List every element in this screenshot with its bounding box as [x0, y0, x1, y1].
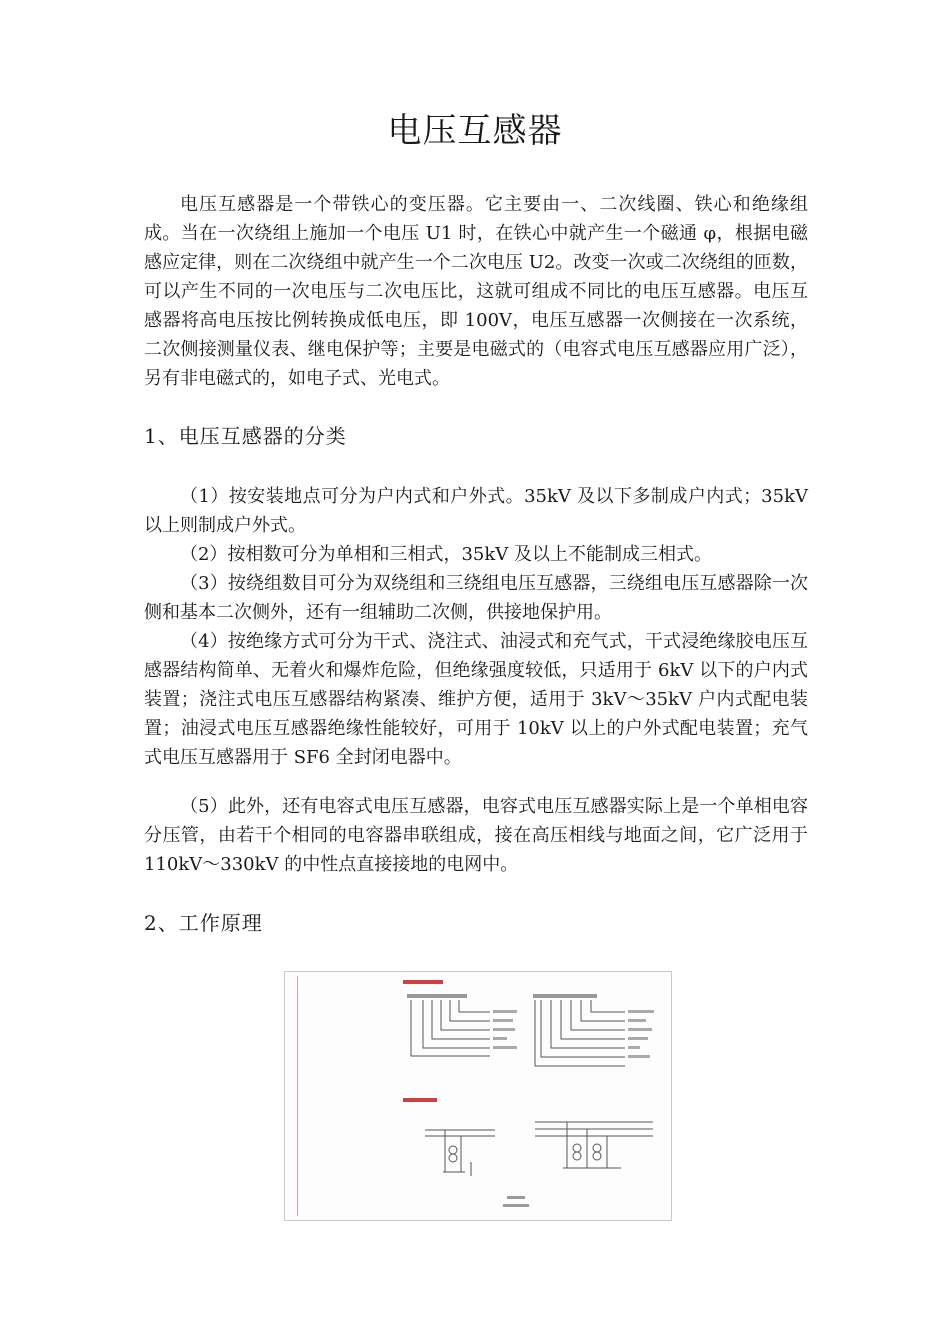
classification-item: （3）按绕组数目可分为双绕组和三绕组电压互感器，三绕组电压互感器除一次侧和基本二次侧外，还有一组辅助二次侧，供接地保护用。	[144, 573, 808, 623]
wiring-diagram-left	[425, 1130, 495, 1176]
intro-paragraph-block	[144, 190, 808, 393]
page-title: 电压互感器	[387, 111, 563, 151]
wiring-diagram-right	[535, 1122, 653, 1168]
figure-diagram	[285, 972, 673, 1222]
classification-list	[144, 482, 808, 772]
classification-item-5-block	[144, 792, 808, 879]
intro-paragraph: 电压互感器是一个带铁心的变压器。它主要由一、二次线圈、铁心和绝缘组成。当在一次绕组上施加一个电压 U1 时，在铁心中就产生一个磁通 φ，根据电磁感应定律，则在二次绕组中就产生一个二次电压 U2。改变一次或二次绕组的匝数，可以产生不同的一次电压与二次电压比，这就可组成不同比的电压互感器。电压互感器将高电压按比例转换成低电压，即 100V，电压互感器一次侧接在一次系统，二次侧接测量仪表、继电保护等；主要是电磁式的（电容式电压互感器应用广泛），另有非电磁式的，如电子式、光电式。	[144, 194, 808, 389]
figure-caption	[503, 1196, 529, 1207]
section-heading-classification: 1、电压互感器的分类	[144, 424, 347, 448]
model-code-labels-right	[628, 1010, 654, 1058]
classification-item: （1）按安装地点可分为户内式和户外式。35kV 及以下多制成户内式；35kV 以上则制成户外式。	[144, 486, 808, 536]
classification-item: （4）按绝缘方式可分为干式、浇注式、油浸式和充气式，干式浸绝缘胶电压互感器结构简单、无着火和爆炸危险，但绝缘强度较低，只适用于 6kV 以下的户内式装置；浇注式电压互感器结构紧凑、维护方便，适用于 3kV～35kV 户内式配电装置；油浸式电压互感器绝缘性能较好，可用于 10kV 以上的户外式配电装置；充气式电压互感器用于 SF6 全封闭电器中。	[144, 631, 808, 768]
figure-section-header-bar	[403, 980, 443, 984]
classification-item: （5）此外，还有电容式电压互感器，电容式电压互感器实际上是一个单相电容分压管，由若干个相同的电容器串联组成，接在高压相线与地面之间，它广泛用于 110kV～330kV 的中性点直接接地的电网中。	[144, 796, 808, 875]
section-heading-working-principle: 2、工作原理	[144, 911, 263, 935]
figure-section-header-bar	[403, 1098, 437, 1102]
model-code-diagram-left	[407, 994, 490, 1056]
working-principle-figure	[284, 971, 672, 1221]
model-code-diagram-right	[533, 994, 625, 1066]
classification-item: （2）按相数可分为单相和三相式，35kV 及以上不能制成三相式。	[180, 544, 712, 565]
model-code-labels-left	[493, 1010, 517, 1049]
